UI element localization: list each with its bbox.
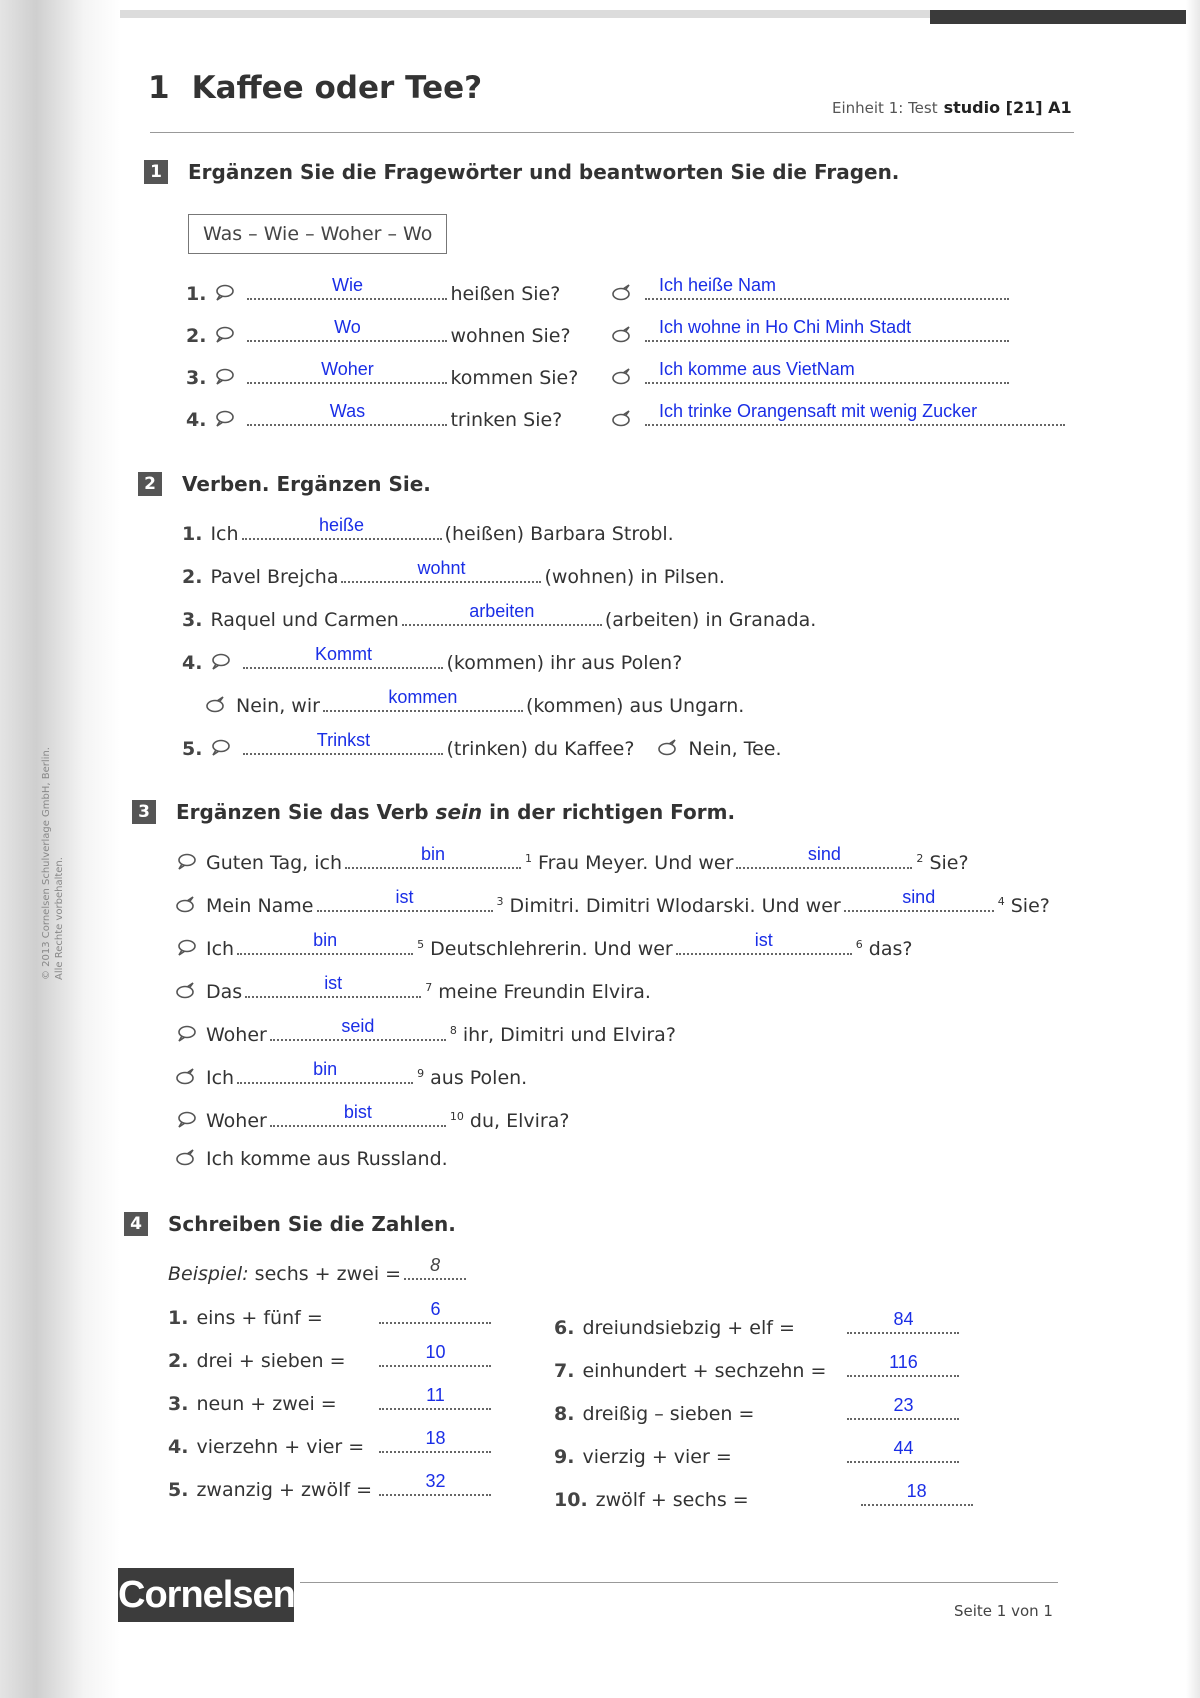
answer-blank[interactable]	[345, 845, 521, 869]
speech-bubble-icon	[210, 653, 230, 671]
handwritten-answer: 18	[425, 1428, 446, 1448]
reply-bubble-icon	[176, 1149, 196, 1167]
footnote-number: 8	[449, 1023, 457, 1037]
s4-item	[554, 1310, 962, 1341]
item-label: 7.	[554, 1360, 575, 1382]
section-2-title: Verben. Ergänzen Sie.	[182, 472, 431, 496]
handwritten-answer: arbeiten	[469, 601, 535, 621]
section-2-number: 2	[138, 472, 162, 496]
line-text: Deutschlehrerin. Und wer	[430, 938, 673, 960]
answer-blank[interactable]	[242, 516, 442, 540]
example-text: sechs + zwei =	[254, 1263, 402, 1285]
item-label: 10.	[554, 1489, 588, 1511]
item-label: 5.	[182, 738, 203, 760]
item-label: 5.	[168, 1479, 189, 1501]
item-label: 4.	[186, 409, 207, 431]
handwritten-answer: bist	[343, 1102, 372, 1122]
handwritten-answer: sind	[902, 887, 936, 907]
handwritten-answer: Wie	[331, 275, 363, 295]
section-1-title: Ergänzen Sie die Fragewörter und beantworten Sie die Fragen.	[188, 160, 900, 184]
s1-item-2	[186, 318, 571, 349]
s2-item-2	[182, 559, 725, 590]
item-text: Ich	[210, 523, 239, 545]
answer-blank[interactable]	[245, 974, 421, 998]
handwritten-answer: bin	[313, 1059, 338, 1079]
item-label: 8.	[554, 1403, 575, 1425]
example-answer: 8	[430, 1255, 441, 1275]
unit-number: 1	[148, 70, 170, 106]
line-text: du, Elvira?	[469, 1110, 570, 1132]
s4-item	[168, 1386, 494, 1417]
answer-blank[interactable]	[379, 1300, 491, 1324]
item-label: 3.	[168, 1393, 189, 1415]
title-italic: sein	[435, 800, 483, 824]
line-text: Ich	[206, 1067, 235, 1089]
reply-blank[interactable]	[645, 402, 1065, 426]
answer-blank[interactable]	[379, 1472, 491, 1496]
publisher-logo: Cornelsen	[118, 1568, 294, 1622]
handwritten-answer: Was	[329, 401, 366, 421]
handwritten-answer: 116	[889, 1352, 918, 1372]
speech-bubble-icon	[176, 853, 196, 871]
item-text: dreißig – sieben =	[582, 1403, 755, 1425]
section-4-title: Schreiben Sie die Zahlen.	[168, 1212, 456, 1236]
handwritten-answer: 6	[430, 1299, 441, 1319]
item-text: (heißen) Barbara Strobl.	[444, 523, 674, 545]
speech-bubble-icon	[214, 326, 234, 344]
answer-blank[interactable]	[676, 931, 852, 955]
answer-blank[interactable]	[861, 1482, 973, 1506]
title-part: Ergänzen Sie das Verb	[176, 800, 436, 824]
section-3-title	[176, 800, 735, 824]
section-1-number: 1	[144, 160, 168, 184]
copyright-line-2: Alle Rechte vorbehalten.	[54, 857, 65, 980]
item-text: Nein, Tee.	[688, 738, 782, 760]
item-text: kommen Sie?	[450, 367, 579, 389]
line-text: Woher	[206, 1024, 267, 1046]
item-text: (arbeiten) in Granada.	[604, 609, 817, 631]
answer-blank[interactable]	[379, 1386, 491, 1410]
word-box: Was – Wie – Woher – Wo	[188, 214, 447, 254]
handwritten-answer: heiße	[319, 515, 365, 535]
footnote-number: 6	[855, 937, 863, 951]
answer-blank[interactable]	[247, 402, 447, 426]
header-rule	[150, 132, 1074, 133]
line-text: ihr, Dimitri und Elvira?	[462, 1024, 676, 1046]
s4-item	[168, 1300, 494, 1331]
s4-item	[168, 1343, 494, 1374]
handwritten-answer: Kommt	[314, 644, 372, 664]
example-blank	[404, 1256, 466, 1280]
speech-bubble-icon	[176, 939, 196, 957]
s1-reply-2	[612, 318, 1012, 349]
item-label: 2.	[186, 325, 207, 347]
handwritten-answer: sind	[807, 844, 841, 864]
item-label: 1.	[168, 1307, 189, 1329]
footnote-number: 3	[496, 894, 504, 908]
handwritten-answer: 32	[425, 1471, 446, 1491]
s1-reply-1	[612, 276, 1012, 307]
answer-blank[interactable]	[270, 1017, 446, 1041]
s4-item	[168, 1429, 494, 1460]
s1-item-1	[186, 276, 560, 307]
item-text: Raquel und Carmen	[210, 609, 399, 631]
handwritten-answer: Woher	[321, 359, 374, 379]
s2-item-4-reply	[206, 688, 744, 719]
answer-blank[interactable]	[341, 559, 541, 583]
section-3-number: 3	[132, 800, 156, 824]
s4-item	[554, 1353, 962, 1384]
answer-blank[interactable]	[237, 931, 413, 955]
reply-blank[interactable]	[645, 318, 1009, 342]
handwritten-answer: ist	[754, 930, 773, 950]
item-label: 6.	[554, 1317, 575, 1339]
item-text: dreiundsiebzig + elf =	[582, 1317, 795, 1339]
reply-blank[interactable]	[645, 276, 1009, 300]
footnote-number: 9	[417, 1066, 425, 1080]
handwritten-answer: 23	[893, 1395, 914, 1415]
speech-bubble-icon	[176, 1111, 196, 1129]
s1-item-3	[186, 360, 578, 391]
item-text: (kommen) aus Ungarn.	[525, 695, 745, 717]
answer-blank[interactable]	[847, 1353, 959, 1377]
example-label: Beispiel:	[168, 1263, 249, 1285]
item-label: 3.	[186, 367, 207, 389]
line-text: Frau Meyer. Und wer	[538, 852, 734, 874]
handwritten-answer: 11	[426, 1385, 445, 1405]
handwritten-answer: ist	[324, 973, 343, 993]
s4-item	[554, 1482, 976, 1513]
answer-blank[interactable]	[270, 1103, 446, 1127]
item-label: 2.	[168, 1350, 189, 1372]
handwritten-reply: Ich heiße Nam	[659, 275, 777, 295]
line-text: Das	[206, 981, 243, 1003]
item-text: (trinken) du Kaffee?	[446, 738, 635, 760]
item-text: Pavel Brejcha	[210, 566, 339, 588]
s1-reply-4	[612, 402, 1068, 433]
s3-line-1	[176, 845, 969, 876]
handwritten-reply: Ich wohne in Ho Chi Minh Stadt	[659, 317, 912, 337]
handwritten-reply: Ich trinke Orangensaft mit wenig Zucker	[659, 401, 978, 421]
answer-blank[interactable]	[247, 276, 447, 300]
footer-rule	[300, 1582, 1058, 1583]
footnote-number: 5	[417, 937, 425, 951]
s1-item-4	[186, 402, 562, 433]
item-text: wohnen Sie?	[450, 325, 571, 347]
handwritten-answer: bin	[313, 930, 338, 950]
handwritten-answer: Wo	[334, 317, 361, 337]
s3-line-6	[176, 1060, 527, 1091]
handwritten-answer: 84	[893, 1309, 914, 1329]
line-text: Dimitri. Dimitri Wlodarski. Und wer	[509, 895, 841, 917]
test-label: Einheit 1: Test	[832, 99, 938, 117]
title-part: in der richtigen Form.	[482, 800, 736, 824]
answer-blank[interactable]	[379, 1343, 491, 1367]
answer-blank[interactable]	[243, 645, 443, 669]
answer-blank[interactable]	[847, 1396, 959, 1420]
footnote-number: 4	[997, 894, 1005, 908]
speech-bubble-icon	[214, 368, 234, 386]
page-title	[148, 70, 482, 106]
item-text: eins + fünf =	[196, 1307, 323, 1329]
answer-blank[interactable]	[243, 731, 443, 755]
answer-blank[interactable]	[237, 1060, 413, 1084]
s2-item-3	[182, 602, 816, 633]
speech-bubble-icon	[214, 284, 234, 302]
handwritten-answer: 10	[425, 1342, 446, 1362]
line-text: Sie?	[1010, 895, 1050, 917]
item-label: 4.	[168, 1436, 189, 1458]
item-text: zwölf + sechs =	[595, 1489, 749, 1511]
item-label: 4.	[182, 652, 203, 674]
handwritten-answer: ist	[395, 887, 414, 907]
reply-bubble-icon	[612, 284, 632, 302]
answer-blank[interactable]	[847, 1310, 959, 1334]
handwritten-answer: kommen	[388, 687, 458, 707]
line-text: aus Polen.	[430, 1067, 528, 1089]
item-text: vierzig + vier =	[582, 1446, 732, 1468]
speech-bubble-icon	[214, 410, 234, 428]
answer-blank[interactable]	[323, 688, 523, 712]
line-text: Ich	[206, 938, 235, 960]
item-text: vierzehn + vier =	[196, 1436, 365, 1458]
item-text: heißen Sie?	[450, 283, 561, 305]
answer-blank[interactable]	[379, 1429, 491, 1453]
s4-item	[554, 1396, 962, 1427]
footnote-number: 1	[525, 851, 532, 865]
section-4-number: 4	[124, 1212, 148, 1236]
reply-bubble-icon	[176, 982, 196, 1000]
item-text: (kommen) ihr aus Polen?	[446, 652, 683, 674]
item-text: einhundert + sechzehn =	[582, 1360, 827, 1382]
line-text: meine Freundin Elvira.	[438, 981, 651, 1003]
item-label: 2.	[182, 566, 203, 588]
footnote-number: 7	[425, 980, 433, 994]
footnote-number: 10	[449, 1109, 464, 1123]
s3-line-5	[176, 1017, 676, 1048]
line-text: Guten Tag, ich	[206, 852, 342, 874]
line-text: Mein Name	[206, 895, 314, 917]
copyright-line-1: © 2013 Cornelsen Schulverlage GmbH, Berlin.	[41, 747, 52, 980]
handwritten-answer: bin	[420, 844, 446, 864]
line-text: Ich komme aus Russland.	[206, 1148, 448, 1170]
handwritten-answer: wohnt	[417, 558, 466, 578]
line-text: Sie?	[929, 852, 969, 874]
reply-bubble-icon	[612, 326, 632, 344]
reply-bubble-icon	[206, 696, 226, 714]
reply-bubble-icon	[612, 410, 632, 428]
item-label: 1.	[182, 523, 203, 545]
item-text: Nein, wir	[236, 695, 320, 717]
s3-line-2	[176, 888, 1050, 919]
s4-item	[554, 1439, 962, 1470]
answer-blank[interactable]	[247, 318, 447, 342]
item-label: 9.	[554, 1446, 575, 1468]
speech-bubble-icon	[176, 1025, 196, 1043]
footnote-number: 2	[916, 851, 924, 865]
answer-blank[interactable]	[844, 888, 994, 912]
item-text: drei + sieben =	[196, 1350, 346, 1372]
unit-title: Kaffee oder Tee?	[191, 70, 483, 106]
line-text: das?	[868, 938, 913, 960]
s2-item-5	[182, 731, 782, 762]
answer-blank[interactable]	[402, 602, 602, 626]
speech-bubble-icon	[210, 739, 230, 757]
item-text: (wohnen) in Pilsen.	[544, 566, 725, 588]
s3-line-7	[176, 1103, 569, 1134]
s3-line-8	[176, 1146, 448, 1172]
item-text: neun + zwei =	[196, 1393, 337, 1415]
handwritten-answer: 18	[906, 1481, 927, 1501]
answer-blank[interactable]	[247, 360, 447, 384]
reply-blank[interactable]	[645, 360, 1009, 384]
reply-bubble-icon	[176, 1068, 196, 1086]
item-text: trinken Sie?	[450, 409, 563, 431]
handwritten-answer: Trinkst	[316, 730, 371, 750]
reply-bubble-icon	[176, 896, 196, 914]
page-number: Seite 1 von 1	[954, 1602, 1053, 1620]
handwritten-answer: seid	[341, 1016, 375, 1036]
reply-bubble-icon	[658, 739, 678, 757]
reply-bubble-icon	[612, 368, 632, 386]
answer-blank[interactable]	[317, 888, 493, 912]
answer-blank[interactable]	[736, 845, 912, 869]
s1-reply-3	[612, 360, 1012, 391]
handwritten-reply: Ich komme aus VietNam	[659, 359, 855, 379]
item-label: 3.	[182, 609, 203, 631]
s3-line-3	[176, 931, 912, 962]
book-title: studio [21] A1	[943, 98, 1072, 117]
s4-item	[168, 1472, 494, 1503]
s3-line-4	[176, 974, 651, 1005]
s2-item-1	[182, 516, 674, 547]
line-text: Woher	[206, 1110, 267, 1132]
s2-item-4	[182, 645, 682, 676]
answer-blank[interactable]	[847, 1439, 959, 1463]
test-header	[832, 98, 1072, 117]
handwritten-answer: 44	[893, 1438, 914, 1458]
item-label: 1.	[186, 283, 207, 305]
s4-example	[168, 1256, 469, 1287]
item-text: zwanzig + zwölf =	[196, 1479, 373, 1501]
